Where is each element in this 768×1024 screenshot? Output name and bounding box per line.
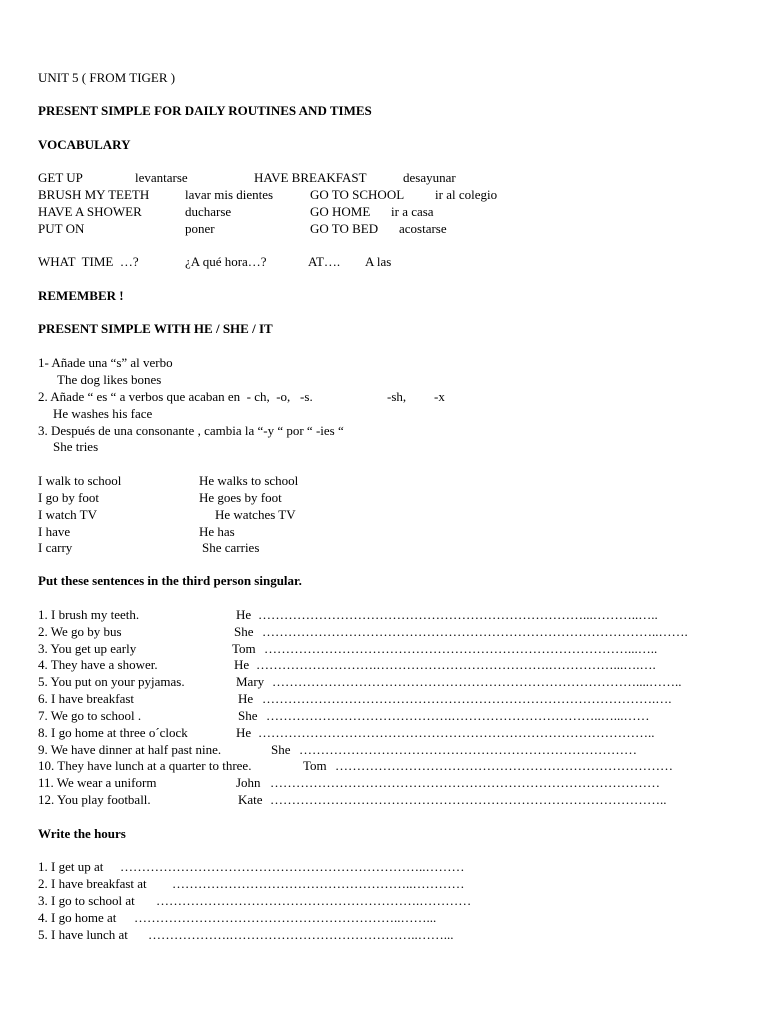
exercise-subject: She <box>238 708 258 723</box>
exercise-subject: He <box>238 691 254 706</box>
example-he: He watches TV <box>215 507 296 522</box>
vocab-es-2: ir al colegio <box>435 187 498 202</box>
example-he: He goes by foot <box>199 490 282 505</box>
time-question-en: WHAT TIME …? <box>38 254 139 269</box>
exercise-subject: He <box>236 725 252 740</box>
example-he: She carries <box>202 540 260 555</box>
answer-blank[interactable]: ……………………………………………………………………………….…. <box>262 691 672 706</box>
exercise-subject: She <box>271 742 291 757</box>
page-title: PRESENT SIMPLE FOR DAILY ROUTINES AND TIMES <box>38 103 372 118</box>
example-i: I go by foot <box>38 490 100 505</box>
rule-1: 1- Añade una “s” al verbo <box>38 355 173 370</box>
hours-item-text: 1. I get up at <box>38 859 104 874</box>
rule-3: 3. Después de una consonante , cambia la “-y “ por “ -ies “ <box>38 423 344 438</box>
vocab-en-1: BRUSH MY TEETH <box>38 187 150 202</box>
rule-2: 2. Añade “ es “ a verbos que acaban en - ch, -o, -s. <box>38 389 313 404</box>
answer-blank[interactable]: ……………………………………………………………………………… <box>270 775 660 790</box>
vocab-en-2: GO TO SCHOOL <box>310 187 405 202</box>
exercise-sentence: 12. You play football. <box>38 792 151 807</box>
exercise-sentence: 7. We go to school . <box>38 708 142 723</box>
hours-answer-blank[interactable]: ………………………………………………..………… <box>172 876 465 891</box>
exercise-subject: Mary <box>236 674 265 689</box>
exercise-subject: She <box>234 624 254 639</box>
exercise-sentence: 1. I brush my teeth. <box>38 607 140 622</box>
exercise-sentence: 6. I have breakfast <box>38 691 135 706</box>
hours-answer-blank[interactable]: ……………………………………………………………..……… <box>120 859 465 874</box>
exercise-subject: He <box>234 657 250 672</box>
vocab-en-1: HAVE A SHOWER <box>38 204 142 219</box>
vocabulary-heading: VOCABULARY <box>38 137 131 152</box>
exercise-subject: Tom <box>232 641 256 656</box>
rule-2-sh: -sh, <box>387 389 407 404</box>
exercise-sentence: 10. They have lunch at a quarter to three. <box>38 758 252 773</box>
vocab-es-2: ir a casa <box>391 204 434 219</box>
answer-blank[interactable]: ……………………………………………………………………………….. <box>270 792 667 807</box>
answer-blank[interactable]: …………………………………………………………………………...….. <box>264 641 658 656</box>
vocab-en-1: PUT ON <box>38 221 85 236</box>
hours-answer-blank[interactable]: …………………………………………………….………… <box>156 893 472 908</box>
vocab-en-2: GO TO BED <box>310 221 379 236</box>
exercise-subject: John <box>236 775 261 790</box>
example-i: I watch TV <box>38 507 97 522</box>
exercise-sentence: 8. I go home at three o´clock <box>38 725 188 740</box>
example-i: I have <box>38 524 71 539</box>
answer-blank[interactable]: ……………………………………………………………………………….. <box>258 725 655 740</box>
vocab-es-2: acostarse <box>399 221 447 236</box>
exercise-subject: He <box>236 607 252 622</box>
exercise-sentence: 4. They have a shower. <box>38 657 158 672</box>
hours-item-text: 5. I have lunch at <box>38 927 128 942</box>
time-answer-en: AT…. <box>308 254 341 269</box>
vocab-es-1: ducharse <box>185 204 232 219</box>
answer-blank[interactable]: ………………………………………………………………………………..……. <box>262 624 688 639</box>
answer-blank[interactable]: …………………………………………………………………… <box>335 758 673 773</box>
exercise-subject: Tom <box>303 758 327 773</box>
exercise-sentence: 11. We wear a uniform <box>38 775 157 790</box>
vocab-en-1: GET UP <box>38 170 83 185</box>
vocab-en-2: HAVE BREAKFAST <box>254 170 367 185</box>
answer-blank[interactable]: …………………………………………………………………………....…….. <box>272 674 682 689</box>
hours-item-text: 2. I have breakfast at <box>38 876 147 891</box>
answer-blank[interactable]: …………………………………………………………………...………..….. <box>258 607 658 622</box>
exercise-subject: Kate <box>238 792 263 807</box>
answer-blank[interactable]: ……………………….………………………………….……………...….…. <box>256 657 656 672</box>
exercise-sentence: 5. You put on your pyjamas. <box>38 674 185 689</box>
time-answer-es: A las <box>365 254 392 269</box>
example-i: I walk to school <box>38 473 122 488</box>
time-question-es: ¿A qué hora…? <box>185 254 267 269</box>
vocab-es-1: levantarse <box>135 170 188 185</box>
remember-heading: REMEMBER ! <box>38 288 124 303</box>
hours-answer-blank[interactable]: ……………….……………………………………..……... <box>148 927 454 942</box>
example-i: I carry <box>38 540 73 555</box>
rule-2-x: -x <box>434 389 445 404</box>
exercise-sentence: 3. You get up early <box>38 641 137 656</box>
vocab-es-2: desayunar <box>403 170 456 185</box>
rule-3-example: She tries <box>53 439 99 454</box>
exercise1-heading: Put these sentences in the third person singular. <box>38 573 302 588</box>
hours-item-text: 4. I go home at <box>38 910 117 925</box>
example-he: He walks to school <box>199 473 299 488</box>
example-he: He has <box>199 524 235 539</box>
rules-heading: PRESENT SIMPLE WITH HE / SHE / IT <box>38 321 273 336</box>
vocab-en-2: GO HOME <box>310 204 371 219</box>
rule-1-example: The dog likes bones <box>57 372 162 387</box>
exercise-sentence: 2. We go by bus <box>38 624 122 639</box>
vocab-es-1: lavar mis dientes <box>185 187 274 202</box>
vocab-es-1: poner <box>185 221 215 236</box>
answer-blank[interactable]: …………………………………………………………………… <box>299 742 637 757</box>
hours-item-text: 3. I go to school at <box>38 893 135 908</box>
exercise-sentence: 9. We have dinner at half past nine. <box>38 742 222 757</box>
answer-blank[interactable]: …………………………………….……………………………..…...…… <box>266 708 650 723</box>
rule-2-example: He washes his face <box>53 406 153 421</box>
hours-answer-blank[interactable]: ……………………………………………………..……... <box>134 910 437 925</box>
unit-label: UNIT 5 ( FROM TIGER ) <box>38 70 176 85</box>
exercise2-heading: Write the hours <box>38 826 126 841</box>
